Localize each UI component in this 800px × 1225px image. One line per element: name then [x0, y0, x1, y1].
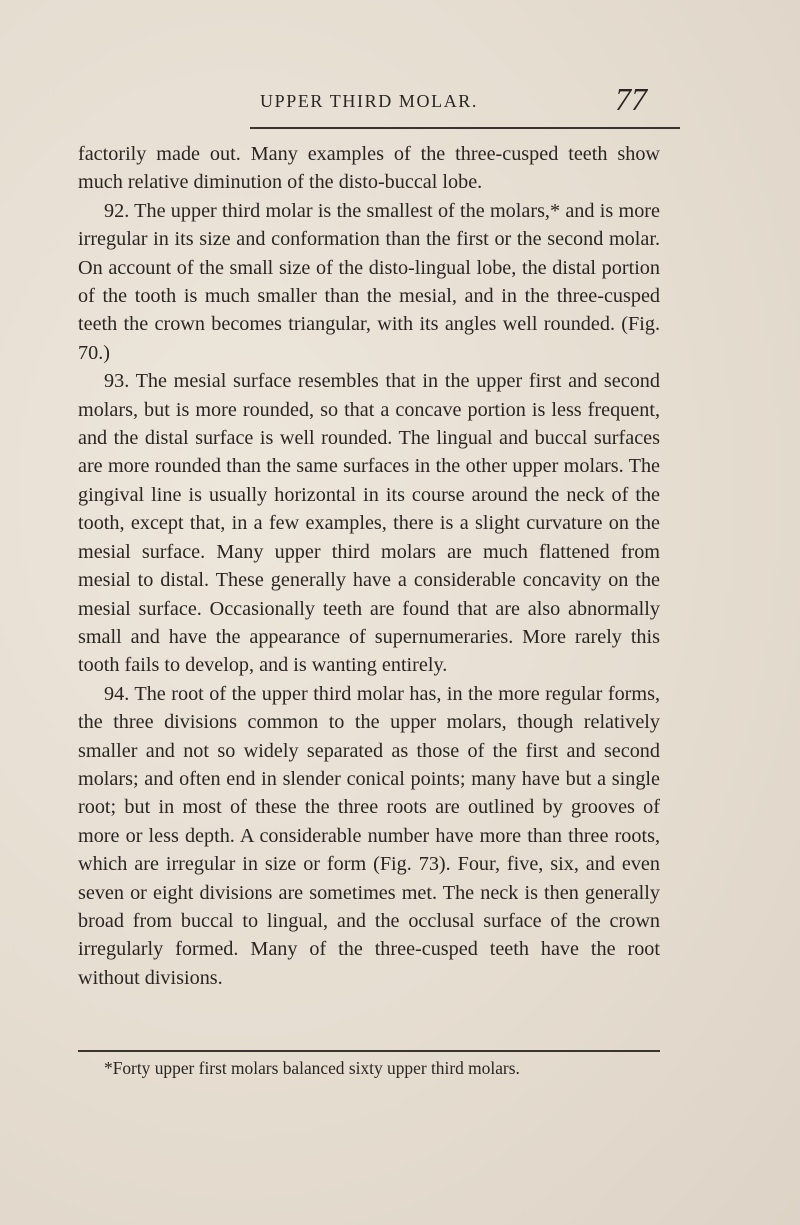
body-text: [78, 140, 660, 992]
footnote: *Forty upper first molars balanced sixty upper third molars.: [104, 1058, 520, 1078]
page-number: 77: [615, 81, 647, 117]
paragraph-continuation: factorily made out. Many examples of the three-cusped teeth show much relative diminution of the disto-buccal lobe.: [78, 143, 660, 194]
running-head: [260, 81, 680, 117]
paragraph-93: 93. The mesial surface resembles that in the upper first and second molars, but is more rounded, so that a concave portion is less frequent, and the distal surface is well rounded. The lingual and buccal surfaces are more rounded than the same surfaces in the other upper molars. The gingival line is usually horizontal in its course around the neck of the tooth, except that, in a few examples, there is a slight curvature on the mesial surface. Many upper third molars are much flattened from mesial to distal. These generally have a considerable concavity on the mesial surface. Occasionally teeth are found that are also abnormally small and have the appearance of supernumeraries. More rarely this tooth fails to develop, and is wanting entirely.: [78, 370, 660, 677]
running-title: UPPER THIRD MOLAR.: [260, 91, 478, 111]
paragraph-94: 94. The root of the upper third molar has, in the more regular forms, the three divisions common to the upper molars, though relatively smaller and not so widely separated as those of the first and second molars; and often end in slender conical points; many have but a single root; but in most of these the three roots are outlined by grooves of more or less depth. A considerable number have more than three roots, which are irregular in size or form (Fig. 73). Four, five, six, and even seven or eight divisions are sometimes met. The neck is then generally broad from buccal to lingual, and the occlusal surface of the crown irregularly formed. Many of the three-cusped teeth have the root without divisions.: [78, 682, 660, 989]
paragraph-92: 92. The upper third molar is the smallest of the molars,* and is more irregular in its size and conformation than the first or the second molar. On account of the small size of the disto-lingual lobe, the distal portion of the tooth is much smaller than the mesial, and in the three-cusped teeth the crown becomes triangular, with its angles well rounded. (Fig. 70.): [78, 199, 660, 364]
footnote-rule: [78, 1050, 660, 1052]
header-rule: [250, 127, 680, 129]
